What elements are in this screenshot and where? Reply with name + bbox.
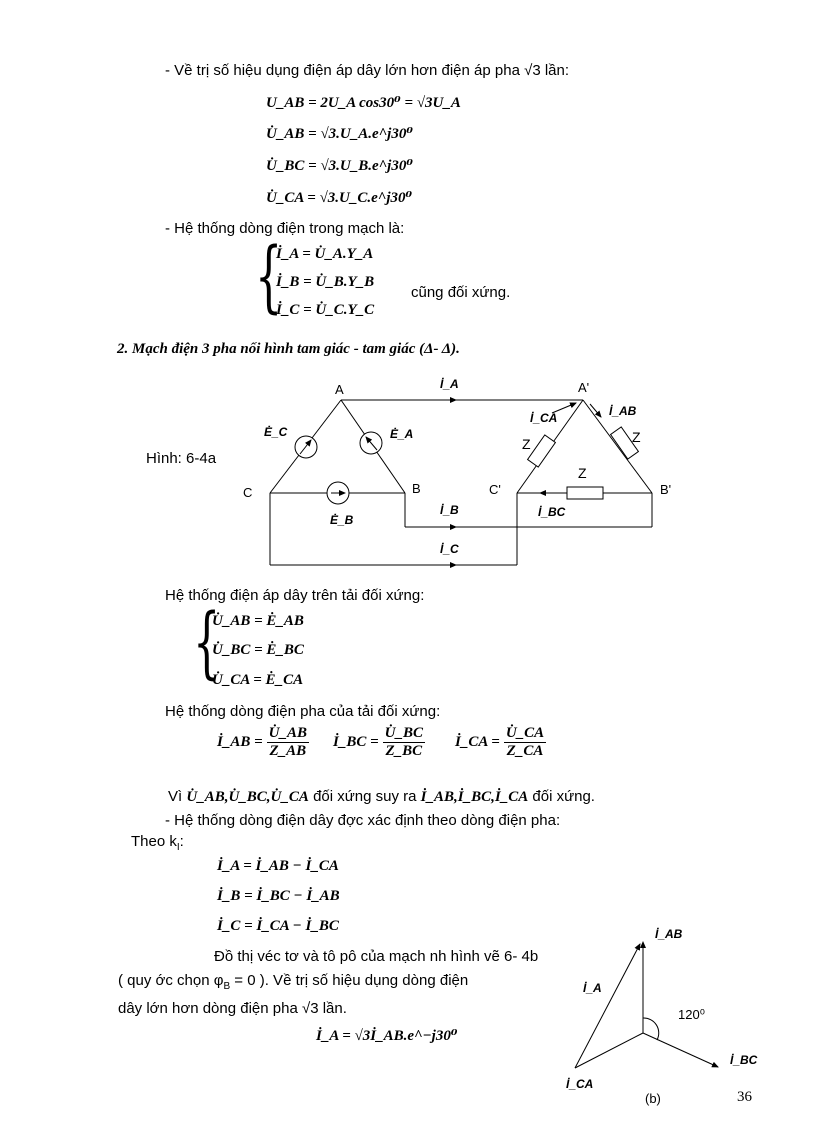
phasor-ica-label: İ_CA (566, 1077, 594, 1091)
node-c-label: C (243, 485, 253, 500)
node-a-prime-label: A' (578, 380, 590, 395)
kirchhoff-note (131, 833, 184, 853)
eq-uab-complex: U̇_AB = √3.U_A.e^j30⁰ (266, 126, 413, 142)
fraction-ica-lhs: İ_CA = (455, 734, 500, 750)
node-b-label: B (412, 481, 421, 496)
node-b-prime-label: B' (660, 482, 672, 497)
phasor-ia-label: İ_A (583, 981, 602, 995)
figure-caption-6-4a: Hình: 6-4a (146, 450, 217, 467)
source-eb-label: Ė_B (330, 513, 354, 527)
fraction-iab-num: U̇_AB (268, 725, 307, 741)
eq-ib-current: İ_B = U̇_B.Y_B (276, 274, 375, 290)
eq-final-ia: İ_A = √3İ_AB.e^−j30⁰ (316, 1028, 458, 1044)
eq-ubc-complex: U̇_BC = √3.U_B.e^j30⁰ (266, 158, 413, 174)
fraction-ica (455, 725, 546, 760)
eq-voltage-ca: U̇_CA = Ė_CA (212, 672, 304, 688)
vector-diagram-para-line2 (118, 972, 468, 992)
since-middle: đối xứng suy ra (313, 788, 417, 805)
eq-uca-complex: U̇_CA = √3.U_C.e^j30⁰ (266, 190, 413, 206)
kirchhoff-subscript: I (176, 842, 180, 853)
section-heading-delta-delta: 2. Mạch điện 3 pha nối hình tam giác - tam giác (Δ- Δ). (117, 341, 460, 357)
rms-voltage-intro: - Về trị số hiệu dụng điện áp dây lớn hơn điện áp pha √3 lần: (165, 62, 570, 79)
source-ec-label: Ė_C (264, 425, 288, 439)
phasor-diagram (540, 920, 780, 1110)
figure-b-caption: (b) (645, 1091, 661, 1106)
impedance-z-ab-label: Z (632, 429, 641, 445)
angle-120-label: 120⁰ (678, 1007, 705, 1022)
para2-end: = 0 ). Về trị số hiệu dụng dòng điện (230, 972, 469, 989)
current-ica-label: İ_CA (530, 411, 558, 425)
fraction-ibc-num: U̇_BC (384, 725, 423, 741)
node-a-label: A (335, 382, 344, 397)
vector-diagram-para-line3: dây lớn hơn dòng điện pha √3 lần. (118, 1000, 347, 1017)
page-number: 36 (737, 1089, 752, 1105)
since-current-vars: İ_AB,İ_BC,İ_CA (420, 789, 529, 805)
current-iab-label: İ_AB (609, 404, 637, 418)
eq-ia-current: İ_A = U̇_A.Y_A (276, 246, 374, 262)
eq-voltage-ab: U̇_AB = Ė_AB (212, 613, 304, 629)
since-symmetric-sentence (168, 788, 595, 806)
impedance-z-ca-label: Z (522, 436, 531, 452)
phasor-ia (575, 944, 640, 1068)
current-ia-label: İ_A (440, 377, 459, 391)
eq-voltage-bc: U̇_BC = Ė_BC (212, 642, 304, 658)
since-end: đối xứng. (532, 788, 595, 805)
eq-uab-magnitude: U_AB = 2U_A cos30⁰ = √3U_A (266, 95, 461, 111)
line-current-intro: - Hệ thống dòng điện dây đợc xác định theo dòng điện pha: (165, 812, 561, 829)
since-word: Vì (168, 788, 183, 805)
eq-kirchhoff-ic: İ_C = İ_CA − İ_BC (217, 918, 339, 934)
fraction-iab-lhs: İ_AB = (217, 734, 263, 750)
symmetric-note: cũng đối xứng. (411, 284, 511, 301)
line-voltage-intro: Hệ thống điện áp dây trên tải đối xứng: (165, 587, 425, 604)
fraction-ica-den: Z_CA (506, 743, 544, 759)
kirchhoff-colon: : (179, 833, 184, 850)
eq-kirchhoff-ia: İ_A = İ_AB − İ_CA (217, 858, 339, 874)
kirchhoff-text: Theo k (131, 833, 177, 850)
fraction-ibc (333, 725, 425, 760)
current-system-intro: - Hệ thống dòng điện trong mạch là: (165, 220, 405, 237)
fraction-ica-num: U̇_CA (505, 725, 545, 741)
since-voltage-vars: U̇_AB,U̇_BC,U̇_CA (186, 789, 309, 805)
impedance-bc (567, 487, 603, 499)
impedance-ca (528, 435, 556, 467)
fraction-ibc-lhs: İ_BC = (333, 734, 379, 750)
eq-ic-current: İ_C = U̇_C.Y_C (276, 302, 375, 318)
node-c-prime-label: C' (489, 482, 501, 497)
current-ibc-label: İ_BC (538, 505, 566, 519)
phase-current-intro: Hệ thống dòng điện pha của tải đối xứng: (165, 703, 441, 720)
fraction-iab-den: Z_AB (269, 743, 307, 759)
eq-kirchhoff-ib: İ_B = İ_BC − İ_AB (217, 888, 340, 904)
phasor-ica (575, 1033, 643, 1068)
phasor-ibc-label: İ_BC (730, 1053, 758, 1067)
para2-text: ( quy ớc chọn φ (118, 972, 224, 989)
current-ic-label: İ_C (440, 542, 459, 556)
left-brace-voltages: { (193, 598, 221, 688)
impedance-z-bc-label: Z (578, 465, 587, 481)
current-ib-label: İ_B (440, 503, 459, 517)
source-ea-label: Ė_A (390, 427, 414, 441)
left-brace-currents: { (255, 232, 283, 322)
para2-subscript: B (223, 981, 231, 992)
phasor-iab-label: İ_AB (655, 927, 683, 941)
phasor-ibc (643, 1033, 718, 1067)
fraction-iab (217, 725, 309, 760)
vector-diagram-para-line1: Đồ thị véc tơ và tô pô của mạch nh hình vẽ 6- 4b (214, 948, 539, 965)
fraction-ibc-den: Z_BC (385, 743, 423, 759)
